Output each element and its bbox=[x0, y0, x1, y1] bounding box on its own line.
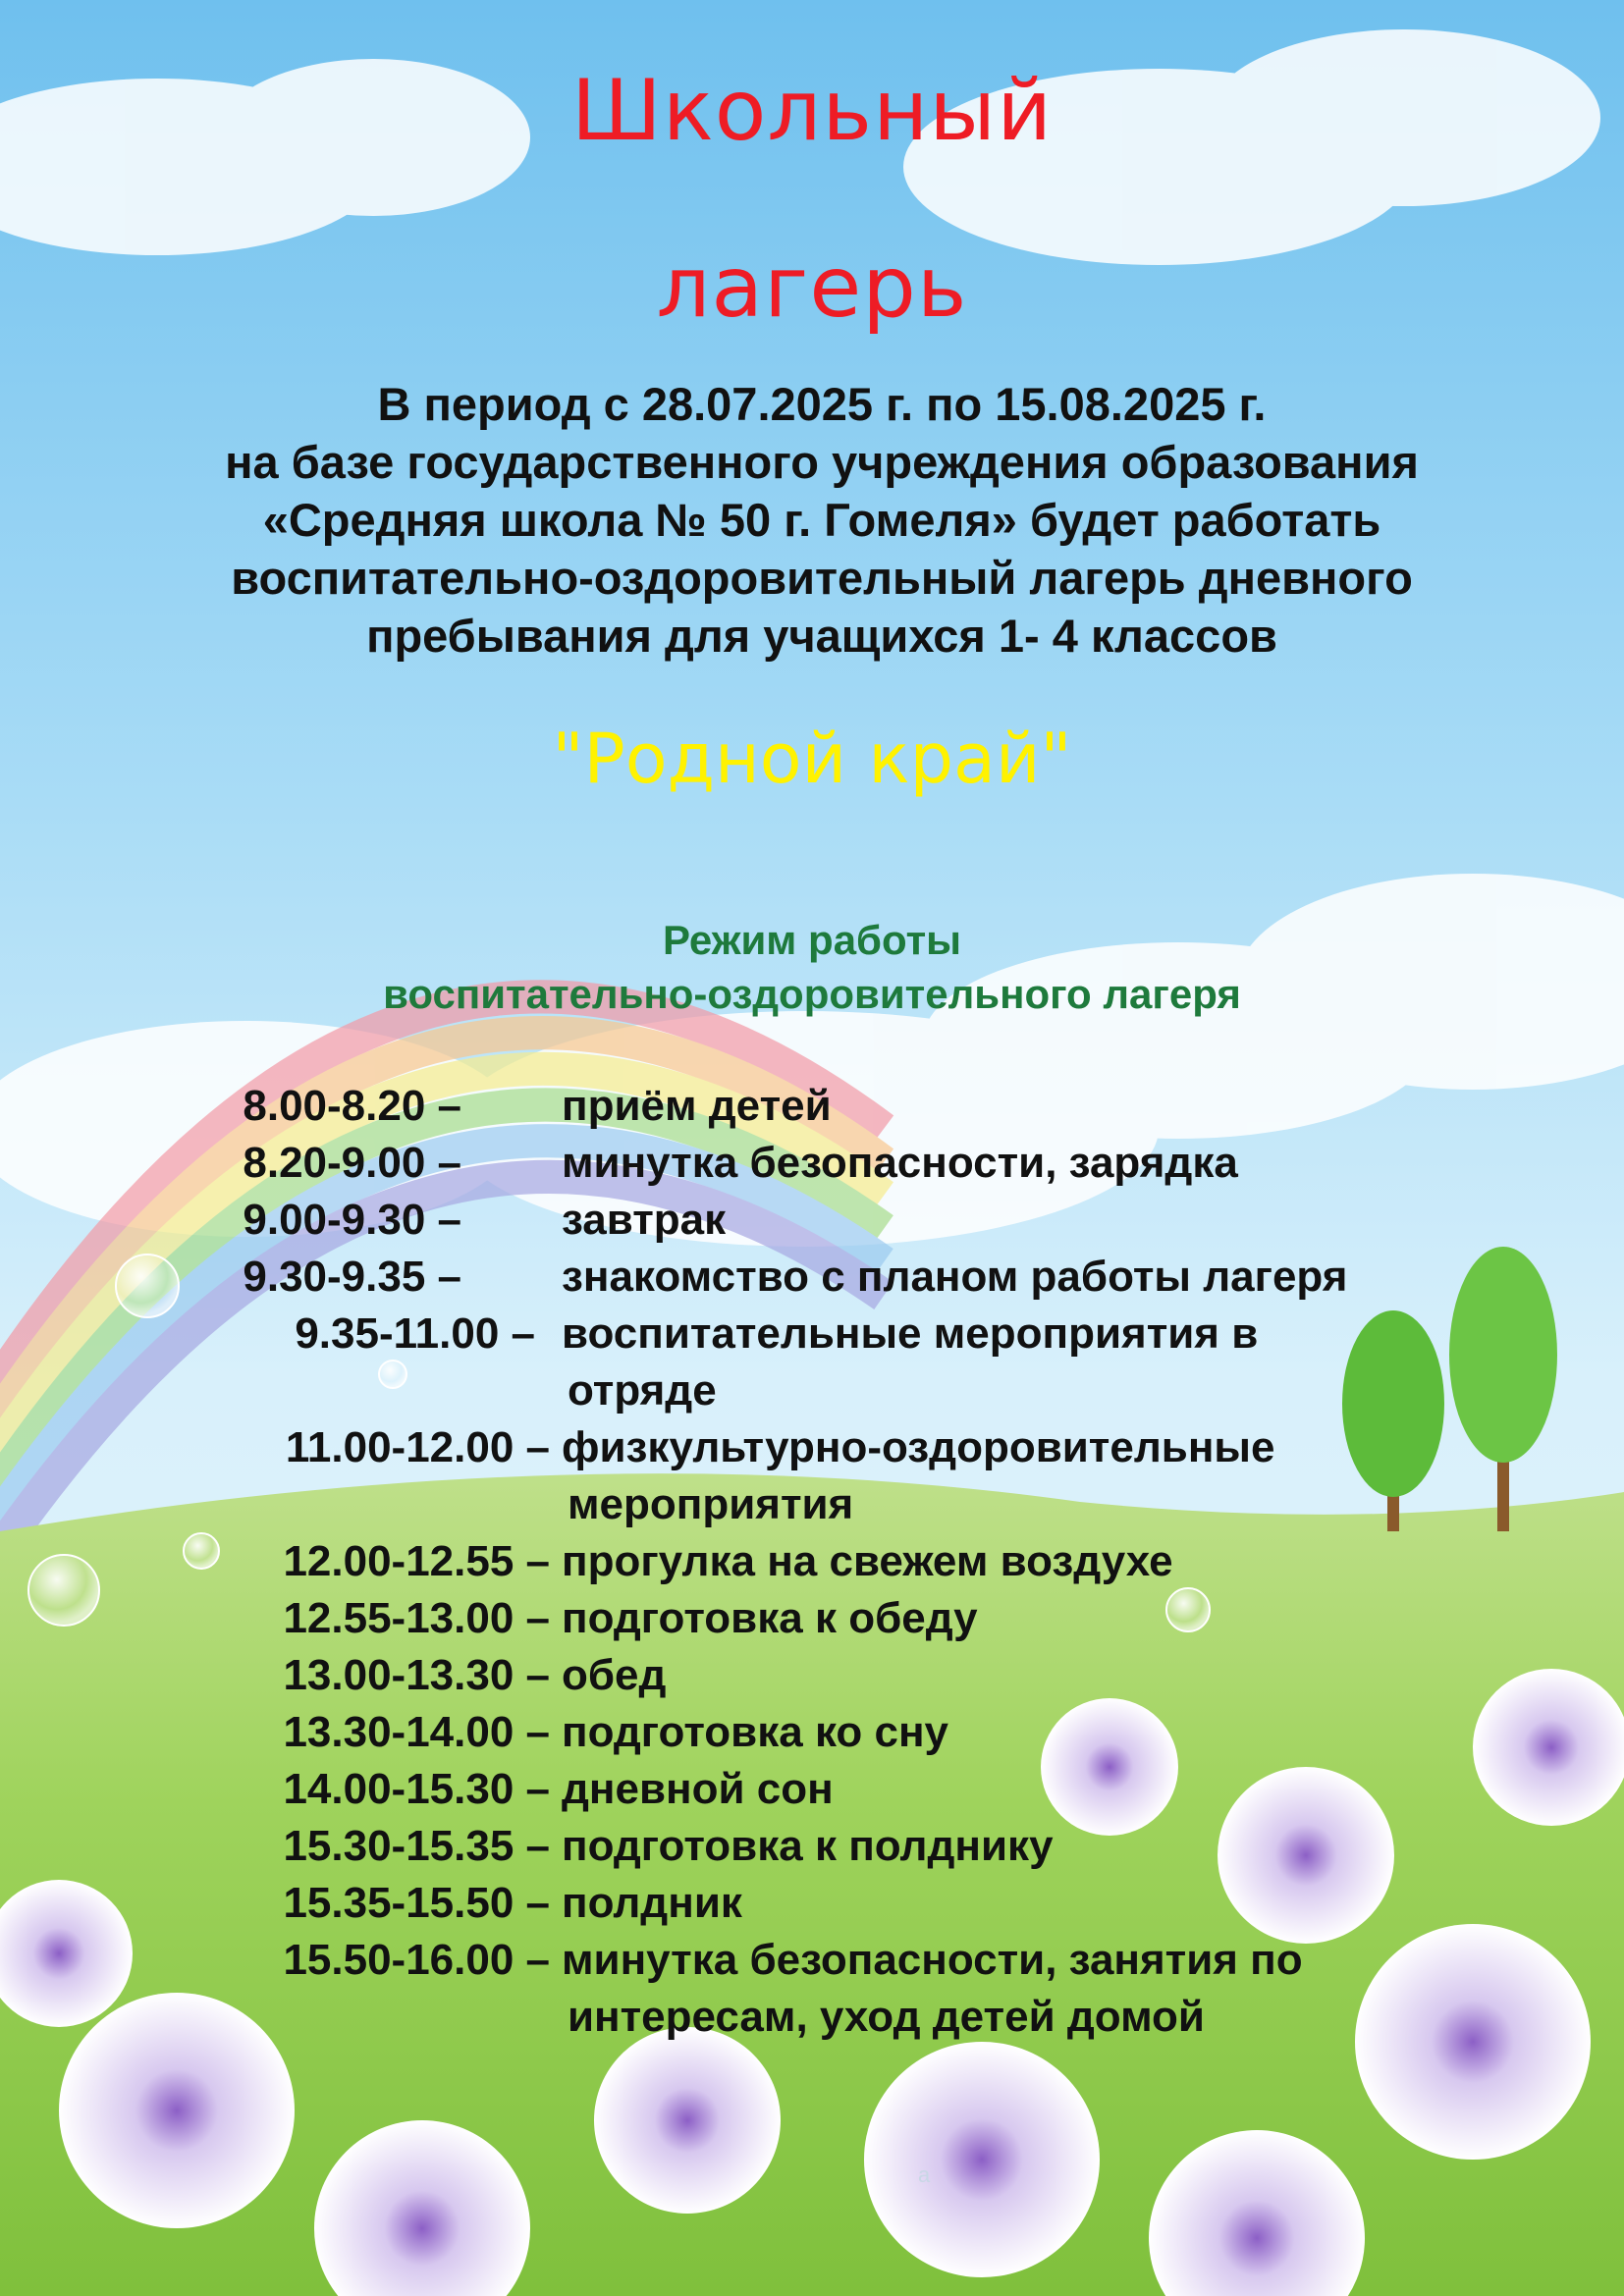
watermark-text: a bbox=[918, 2163, 931, 2187]
schedule-activity: минутка безопасности, занятия по bbox=[562, 1936, 1303, 1984]
schedule-activity: дневной сон bbox=[562, 1765, 834, 1813]
schedule-activity-continuation: интересам, уход детей домой bbox=[568, 1993, 1205, 2041]
schedule-activity: подготовка к полднику bbox=[562, 1822, 1054, 1870]
intro-line: на базе государственного учреждения образования bbox=[225, 436, 1419, 488]
schedule-time: 8.20-9.00 – bbox=[243, 1139, 461, 1187]
schedule-time: 13.30-14.00 – bbox=[283, 1708, 550, 1756]
schedule-activity: минутка безопасности, зарядка bbox=[562, 1139, 1238, 1187]
schedule-time: 9.30-9.35 – bbox=[243, 1253, 461, 1301]
schedule-time: 12.55-13.00 – bbox=[283, 1594, 550, 1642]
intro-text bbox=[59, 375, 1585, 665]
schedule-time: 15.50-16.00 – bbox=[283, 1936, 550, 1984]
schedule-time: 13.00-13.30 – bbox=[283, 1651, 550, 1699]
title-line-1: Школьный bbox=[570, 62, 1054, 160]
schedule-activity: обед bbox=[562, 1651, 667, 1699]
intro-line: воспитательно-оздоровительный лагерь дневного bbox=[231, 552, 1413, 604]
schedule-time: 14.00-15.30 – bbox=[283, 1765, 550, 1813]
schedule-activity: знакомство с планом работы лагеря bbox=[562, 1253, 1348, 1301]
intro-line: пребывания для учащихся 1- 4 классов bbox=[366, 610, 1277, 662]
schedule-activity: подготовка ко сну bbox=[562, 1708, 949, 1756]
regime-heading bbox=[0, 913, 1624, 1021]
schedule-time: 9.35-11.00 – bbox=[295, 1309, 535, 1358]
schedule-activity: воспитательные мероприятия в bbox=[562, 1309, 1259, 1358]
schedule-time: 15.35-15.50 – bbox=[283, 1879, 550, 1927]
schedule-activity-continuation: мероприятия bbox=[568, 1480, 854, 1528]
camp-name: "Родной край" bbox=[552, 719, 1072, 799]
schedule-activity: завтрак bbox=[562, 1196, 727, 1244]
regime-heading-line-2: воспитательно-оздоровительного лагеря bbox=[383, 971, 1241, 1017]
schedule-time: 12.00-12.55 – bbox=[283, 1537, 550, 1585]
schedule-time: 15.30-15.35 – bbox=[283, 1822, 550, 1870]
title-line-2: лагерь bbox=[656, 239, 968, 337]
schedule-activity: полдник bbox=[562, 1879, 742, 1927]
regime-heading-line-1: Режим работы bbox=[662, 917, 962, 963]
schedule-activity-continuation: отряде bbox=[568, 1366, 717, 1415]
schedule-time: 11.00-12.00 – bbox=[285, 1423, 550, 1471]
intro-line: «Средняя школа № 50 г. Гомеля» будет работать bbox=[262, 494, 1381, 546]
schedule-time: 8.00-8.20 – bbox=[243, 1082, 461, 1130]
intro-line: В период с 28.07.2025 г. по 15.08.2025 г. bbox=[377, 378, 1267, 430]
schedule-activity: прогулка на свежем воздухе bbox=[562, 1537, 1173, 1585]
schedule-activity: приём детей bbox=[562, 1082, 832, 1130]
schedule-activity: подготовка к обеду bbox=[562, 1594, 978, 1642]
schedule-time: 9.00-9.30 – bbox=[243, 1196, 461, 1244]
schedule-activity: физкультурно-оздоровительные bbox=[562, 1423, 1275, 1471]
